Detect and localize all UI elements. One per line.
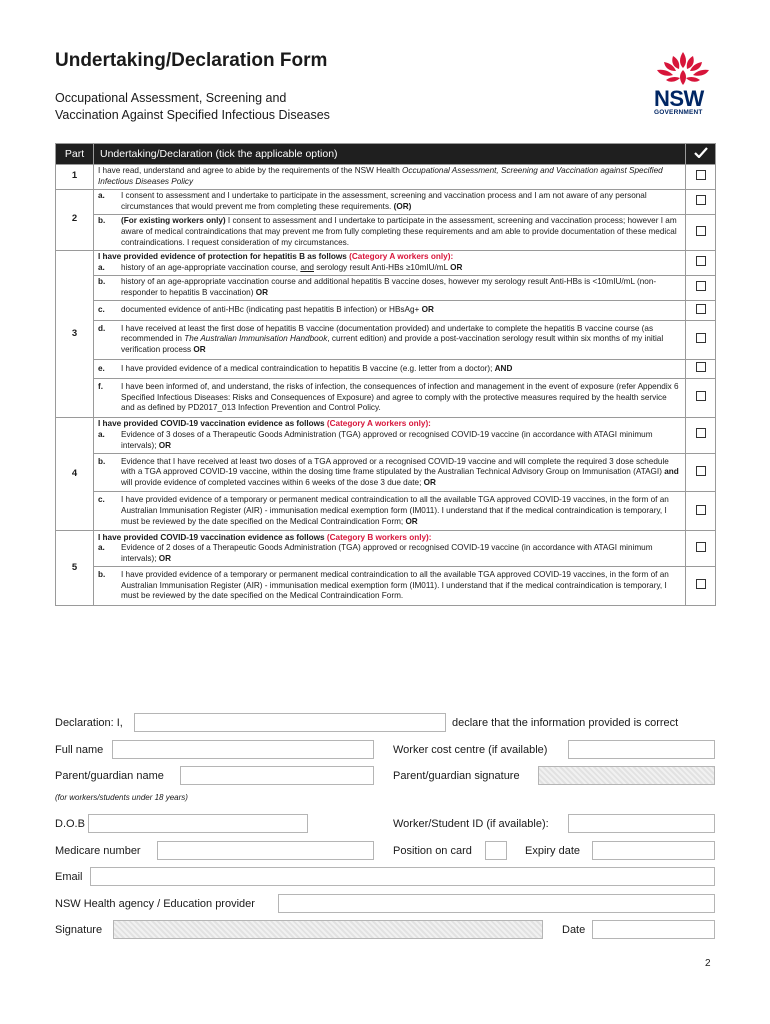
medicare-label: Medicare number [55,845,141,857]
declaration-suffix: declare that the information provided is correct [452,717,679,729]
part-2b-text: b. (For existing workers only) I consent to assessment and I undertake to participate in the assessment, screening and vaccination process; however I am aware of medical contraindications that may prevent me from fully completing these requirements and am able to provide documentation of these medical contraindications. I request consideration of my circumstances. [94,214,686,250]
part-3f-checkbox-cell [686,379,716,418]
part-3a-checkbox[interactable] [696,256,706,266]
page-number: 2 [705,958,711,969]
signature-input[interactable] [113,920,543,939]
col-tick-header [686,144,716,165]
parent-signature-label: Parent/guardian signature [393,770,520,782]
part-number: 4 [56,417,94,530]
part-3d-text: d. I have received at least the first dose of hepatitis B vaccine (documentation provided) and undertake to complete the hepatitis B vaccine course (as recommended in The Australian Immunisation Handbook, current edition) and provide a post-vaccination serology result within six months of my initial verification process OR [94,320,686,359]
part-2b-checkbox-cell [686,214,716,250]
declaration-name-input[interactable] [134,713,446,732]
table-row [56,492,716,531]
part-1-checkbox[interactable] [696,170,706,180]
undertaking-table [55,143,716,606]
agency-input[interactable] [278,894,715,913]
table-row [56,567,716,606]
part-1-text: I have read, understand and agree to abide by the requirements of the NSW Health Occupational Assessment, Screening and Vaccination against Specified Infectious Diseases Policy [94,164,686,189]
col-part-header: Part [56,144,94,165]
part-5a-checkbox-cell [686,531,716,567]
col-undertaking-header: Undertaking/Declaration (tick the applicable option) [94,144,686,165]
part-3c-checkbox[interactable] [696,304,706,314]
part-4b-text: b. Evidence that I have received at least two doses of a TGA approved or a recognised COVID-19 vaccine and will complete the required 3 dose schedule with a TGA approved COVID-19 vaccine, within the dosing time frame stipulated by the Australian Technical Advisory Group on Immunisation (ATAGI) and will provide evidence of completed vaccines within 6 weeks of the dose 3 due date; OR [94,453,686,492]
email-input[interactable] [90,867,715,886]
part-3a-text: I have provided evidence of protection for hepatitis B as follows (Category A workers only): a. history of an age-appropriate vaccination course, and serology result Anti-HBs ≥10mIU/mL OR [94,250,686,275]
parent-signature-input[interactable] [538,766,715,785]
logo-wordmark: NSW [654,86,704,111]
nsw-government-logo [648,50,718,118]
dob-input[interactable] [88,814,308,833]
part-3d-checkbox[interactable] [696,333,706,343]
part-3c-checkbox-cell [686,301,716,321]
expiry-date-input[interactable] [592,841,715,860]
part-number: 1 [56,164,94,189]
position-on-card-label: Position on card [393,845,472,857]
table-row [56,320,716,359]
part-number: 2 [56,189,94,250]
part-4b-checkbox-cell [686,453,716,492]
part-3b-checkbox-cell [686,275,716,300]
agency-label: NSW Health agency / Education provider [55,898,255,910]
signature-label: Signature [55,924,103,936]
table-row [56,417,716,453]
part-4a-text: I have provided COVID-19 vaccination evidence as follows (Category A workers only): a. Evidence of 3 doses of a Therapeutic Goods Administration (TGA) approved or recognised COVID-19 vaccine (in accordance with ATAGI minimum intervals); OR [94,417,686,453]
worker-id-label: Worker/Student ID (if available): [393,818,549,830]
part-1-checkbox-cell [686,164,716,189]
logo-government-text: GOVERNMENT [654,109,703,116]
part-4b-checkbox[interactable] [696,466,706,476]
full-name-label: Full name [55,744,104,756]
table-row [56,531,716,567]
part-4c-checkbox-cell [686,492,716,531]
part-3a-checkbox-cell [686,250,716,275]
part-3c-text: c. documented evidence of anti-HBc (indicating past hepatitis B infection) or HBsAg+ OR [94,301,686,321]
part-5a-checkbox[interactable] [696,542,706,552]
part-4a-checkbox-cell [686,417,716,453]
part-3e-checkbox-cell [686,359,716,379]
medicare-input[interactable] [157,841,374,860]
part-3f-checkbox[interactable] [696,391,706,401]
part-4c-text: c. I have provided evidence of a temporary or permanent medical contraindication to all the available TGA approved COVID-19 vaccines, in the form of an Australian Immunisation Register (AIR) - immunisation medical exemption form (IM011). I understand that if the medical contraindication is temporary, I must be reviewed by the date specified on the Medical Contraindication Form; OR [94,492,686,531]
full-name-input[interactable] [112,740,374,759]
worker-cost-centre-input[interactable] [568,740,715,759]
date-input[interactable] [592,920,715,939]
table-header-row [56,144,716,165]
part-5a-text: I have provided COVID-19 vaccination evidence as follows (Category B workers only): a. Evidence of 2 doses of a Therapeutic Goods Administration (TGA) approved or recognised COVID-19 vaccine (in accordance with ATAGI minimum intervals); OR [94,531,686,567]
under-18-note: (for workers/students under 18 years) [55,793,188,802]
declaration-label: Declaration: I, [55,717,123,729]
parent-name-input[interactable] [180,766,374,785]
form-subtitle: Occupational Assessment, Screening and Vaccination Against Specified Infectious Diseases [55,91,330,122]
part-2b-checkbox[interactable] [696,226,706,236]
worker-id-input[interactable] [568,814,715,833]
table-row [56,379,716,418]
table-row [56,301,716,321]
position-on-card-input[interactable] [485,841,507,860]
part-2a-text: a. I consent to assessment and I undertake to participate in the assessment, screening and vaccination process and I am not aware of any personal circumstances that would prevent me from completing these requirements. (OR) [94,189,686,214]
part-5b-text: b. I have provided evidence of a temporary or permanent medical contraindication to all the available TGA approved COVID-19 vaccines, in the form of an Australian Immunisation Register (AIR) - immunisation medical exemption form (IM011). I understand that if the medical contraindication is temporary, I must be reviewed by the date specified on the Medical Contraindication Form. [94,567,686,606]
part-3e-checkbox[interactable] [696,362,706,372]
table-row [56,214,716,250]
part-2a-checkbox[interactable] [696,195,706,205]
part-3f-text: f. I have been informed of, and understand, the risks of infection, the consequences of infection and management in the event of exposure (refer Appendix 6 Specified Infectious Diseases: Risks and Consequences of Exposure) and agree to comply with the protective measures required by the health service and as defined by PD2017_013 Infection Prevention and Control Policy. [94,379,686,418]
email-label: Email [55,871,83,883]
dob-label: D.O.B [55,818,85,830]
waratah-flower-icon [648,50,718,90]
table-row [56,164,716,189]
part-4c-checkbox[interactable] [696,505,706,515]
part-5b-checkbox[interactable] [696,579,706,589]
part-3b-checkbox[interactable] [696,281,706,291]
part-number: 5 [56,531,94,606]
expiry-date-label: Expiry date [525,845,581,857]
table-row [56,189,716,214]
part-3d-checkbox-cell [686,320,716,359]
checkmark-icon [694,147,708,158]
table-row [56,453,716,492]
form-title: Undertaking/Declaration Form [55,50,328,71]
part-3b-text: b. history of an age-appropriate vaccination course and additional hepatitis B vaccine doses, however my serology result Anti-HBs is <10mIU/mL (non-responder to hepatitis B vaccination) OR [94,275,686,300]
table-row [56,250,716,275]
part-number: 3 [56,250,94,417]
table-row [56,359,716,379]
table-row [56,275,716,300]
date-label: Date [562,924,586,936]
part-5b-checkbox-cell [686,567,716,606]
part-2a-checkbox-cell [686,189,716,214]
part-4a-checkbox[interactable] [696,428,706,438]
part-3e-text: e. I have provided evidence of a medical contraindication to hepatitis B vaccine (e.g. letter from a doctor); AND [94,359,686,379]
parent-name-label: Parent/guardian name [55,770,164,782]
worker-cost-centre-label: Worker cost centre (if available) [393,744,548,756]
